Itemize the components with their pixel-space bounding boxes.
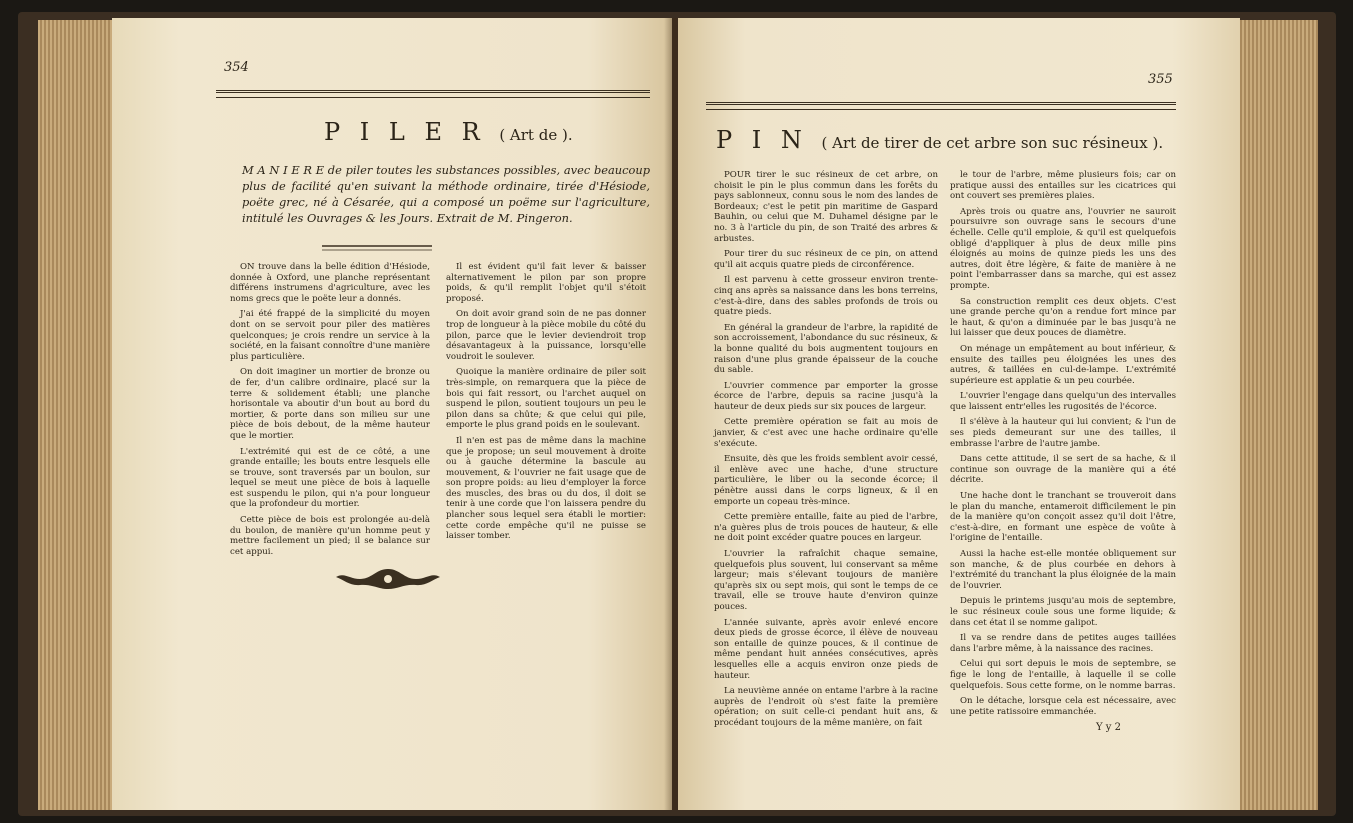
paragraph: Celui qui sort depuis le mois de septembre, se fige le long de l'entaille, à laquelle il se colle quelquefois. Sous cette forme, on le nomme barras. <box>950 659 1176 691</box>
paragraph: Sa construction remplit ces deux objets. C'est une grande perche qu'on a rendue fort mince par le haut, & qu'on a diminuée par le bas jusqu'à ne lui laisser que deux pouces de diamètre. <box>950 296 1176 339</box>
paragraph: le tour de l'arbre, même plusieurs fois; car on pratique aussi des entailles sur les cicatrices qui ont couvert ses premières plaies. <box>950 170 1176 202</box>
paragraph: Cette première entaille, faite au pied de l'arbre, n'a guères plus de trois pouces de hauteur, & elle ne doit point excéder quatre pouces en largeur. <box>714 512 938 544</box>
paragraph: Il est parvenu à cette grosseur environ trente-cinq ans après sa naissance dans les bons terreins, c'est-à-dire, dans des sables profonds de trois ou quatre pieds. <box>714 275 938 318</box>
header-rule-thin <box>706 109 1176 110</box>
left-page-edges <box>38 20 118 810</box>
header-rule <box>706 102 1176 105</box>
paragraph: Quoique la manière ordinaire de piler soit très-simple, on remarquera que la pièce de bois qui fait ressort, ou l'archet auquel on suspend le pilon, soutient toujours un peu le pilon dans sa chûte; & que celui qui pile, emporte le plus grand poids en le soulevant. <box>446 367 646 431</box>
paragraph: L'ouvrier la rafraîchit chaque semaine, quelquefois plus souvent, lui conservant sa même largeur; mais s'élevant toujours de manière qu'après six ou sept mois, qui sont le temps de ce travail, elle se trouve haute d'environ quinze pouces. <box>714 549 938 612</box>
paragraph: Il est évident qu'il fait lever & baisser alternativement le pilon par son propre poids, & qu'il remplit l'objet qu'il s'étoit proposé. <box>446 262 646 304</box>
page-number: 355 <box>1148 72 1173 87</box>
paragraph: Après trois ou quatre ans, l'ouvrier ne sauroit poursuivre son ouvrage sans le secours d'une échelle. Celle qu'il emploie, & qu'il est quelquefois obligé d'appliquer à plus de deux mille pins éloignés au moins de quinze pieds les uns des autres, doit être légère, & faite de manière à ne point l'embarrasser dans sa marche, qui est assez prompte. <box>950 206 1176 291</box>
small-ornament <box>322 238 432 248</box>
page-number: 354 <box>224 60 249 75</box>
paragraph: Cette pièce de bois est prolongée au-delà du boulon, de manière qu'un homme peut y mettre facilement un pied; il se balance sur cet appui. <box>230 515 430 557</box>
paragraph: L'ouvrier l'engage dans quelqu'un des intervalles que laissent entr'elles les rugosités de l'écorce. <box>950 391 1176 412</box>
header-rule-thin <box>216 97 650 98</box>
paragraph: L'année suivante, après avoir enlevé encore deux pieds de grosse écorce, il élève de nouveau son entaille de quinze pouces, & il continue de même pendant huit années consécutives, après lesquelles elle a acquis environ onze pieds de hauteur. <box>714 617 938 681</box>
paragraph: La neuvième année on entame l'arbre à la racine auprès de l'endroit où s'est faite la première opération; on suit celle-ci pendant huit ans, & procédant toujours de la même manière, on fait <box>714 686 938 728</box>
paragraph: Une hache dont le tranchant se trouveroit dans le plan du manche, entameroit difficilement le pin de la manière qu'on conçoit assez qu'il doit l'être, c'est-à-dire, en formant une espèce de voûte à l'origine de l'entaille. <box>950 491 1176 544</box>
paragraph: L'ouvrier commence par emporter la grosse écorce de l'arbre, depuis sa racine jusqu'à la hauteur de deux pieds sur six pouces de largeur. <box>714 380 938 412</box>
left-page <box>112 18 672 810</box>
paragraph: Il va se rendre dans de petites auges taillées dans l'arbre même, à la naissance des racines. <box>950 633 1176 654</box>
title-suffix: ( Art de tirer de cet arbre son suc résineux ). <box>821 134 1164 152</box>
tailpiece-ornament <box>334 566 442 592</box>
page-title <box>716 126 1163 154</box>
paragraph: ON trouve dans la belle édition d'Hésiode, donnée à Oxford, une planche représentant différens instrumens d'agriculture, avec les noms grecs que le poëte leur a donnés. <box>230 262 430 304</box>
paragraph: On ménage un empâtement au bout inférieur, & ensuite des tailles peu éloignées les unes des autres, & taillées en cul-de-lampe. L'extrémité supérieure est applatie & un peu courbée. <box>950 343 1176 386</box>
paragraph: Il s'élève à la hauteur qui lui convient; & l'un de ses pieds demeurant sur une des tailles, il embrasse l'arbre de l'autre jambe. <box>950 417 1176 449</box>
paragraph: On doit imaginer un mortier de bronze ou de fer, d'un calibre ordinaire, placé sur la terre & solidement établi; une planche horisontale va aboutir d'un bout au bord du mortier, & porte dans son milieu sur une pièce de bois debout, de la même hauteur que le mortier. <box>230 367 430 441</box>
paragraph: Ensuite, dès que les froids semblent avoir cessé, il enlève avec une hache, d'une structure particulière, le liber ou la seconde écorce; il pénètre aussi dans le corps ligneux, & il en emporte un copeau très-mince. <box>714 454 938 507</box>
paragraph: POUR tirer le suc résineux de cet arbre, on choisit le pin le plus commun dans les forêts du pays sablonneux, connu sous le nom des landes de Bordeaux; c'est le petit pin maritime de Gaspard Bauhin, ou celui que M. Duhamel désigne par le no. 3 à l'article du pin, de son Traité des arbres & arbustes. <box>714 170 938 244</box>
paragraph: Cette première opération se fait au mois de janvier, & c'est avec une hache ordinaire qu'elle s'exécute. <box>714 417 938 449</box>
intro-paragraph: M A N I E R E de piler toutes les substances possibles, avec beaucoup plus de facilité qu'en suivant la méthode ordinaire, tirée d'Hésiode, poëte grec, né à Césarée, qui a composé un poëme sur l'agriculture, intitulé les Ouvrages & les Jours. Extrait de M. Pingeron. <box>242 163 650 225</box>
paragraph: Pour tirer du suc résineux de ce pin, on attend qu'il ait acquis quatre pieds de circonférence. <box>714 249 938 270</box>
left-column-2 <box>446 262 646 542</box>
paragraph: Depuis le printems jusqu'au mois de septembre, le suc résineux coule sous une forme liquide; & dans cet état il se nomme galipot. <box>950 596 1176 628</box>
signature-mark: Y y 2 <box>1096 722 1121 733</box>
right-column-2 <box>950 170 1176 718</box>
header-rule <box>216 90 650 93</box>
right-page-edges <box>1236 20 1318 810</box>
paragraph: Dans cette attitude, il se sert de sa hache, & il continue son ouvrage de la manière qui a été décrite. <box>950 454 1176 486</box>
right-column-1 <box>714 170 938 728</box>
paragraph: On le détache, lorsque cela est nécessaire, avec une petite ratissoire emmanchée. <box>950 696 1176 717</box>
title-suffix: ( Art de ). <box>499 126 573 144</box>
paragraph: J'ai été frappé de la simplicité du moyen dont on se servoit pour piler des matières quelconques; je crois rendre un service à la société, en la faisant connoître d'une manière plus particulière. <box>230 309 430 362</box>
title-main: P I N <box>716 126 808 154</box>
paragraph: Aussi la hache est-elle montée obliquement sur son manche, & de plus courbée en dehors à l'extrémité du tranchant la plus éloignée de la main de l'ouvrier. <box>950 549 1176 591</box>
title-main: P I L E R <box>324 118 486 146</box>
paragraph: L'extrémité qui est de ce côté, a une grande entaille; les bouts entre lesquels elle se trouve, sont traversés par un boulon, sur lequel se meut une pièce de bois à laquelle est suspendu le pilon, qui n'a pour longueur que la profondeur du mortier. <box>230 446 430 510</box>
right-page <box>678 18 1240 810</box>
page-title <box>324 118 573 146</box>
paragraph: En général la grandeur de l'arbre, la rapidité de son accroissement, l'abondance du suc résineux, & la bonne qualité du bois augmentent toujours en raison d'une plus grande épaisseur de la couche du sable. <box>714 322 938 376</box>
paragraph: On doit avoir grand soin de ne pas donner trop de longueur à la pièce mobile du côté du pilon, parce que le levier deviendroit trop désavantageux à la puissance, lorsqu'elle voudroit le soulever. <box>446 309 646 362</box>
left-column-1 <box>230 262 430 557</box>
paragraph: Il n'en est pas de même dans la machine que je propose; un seul mouvement à droite ou à gauche détermine la bascule au mouvement, & l'ouvrier ne fait usage que de son propre poids: au lieu d'employer la force des muscles, des bras ou du dos, il doit se tenir à une corde que l'on laissera pendre du plancher sous lequel sera établi le mortier: cette corde empêche qu'il ne puisse se laisser tomber. <box>446 435 646 542</box>
